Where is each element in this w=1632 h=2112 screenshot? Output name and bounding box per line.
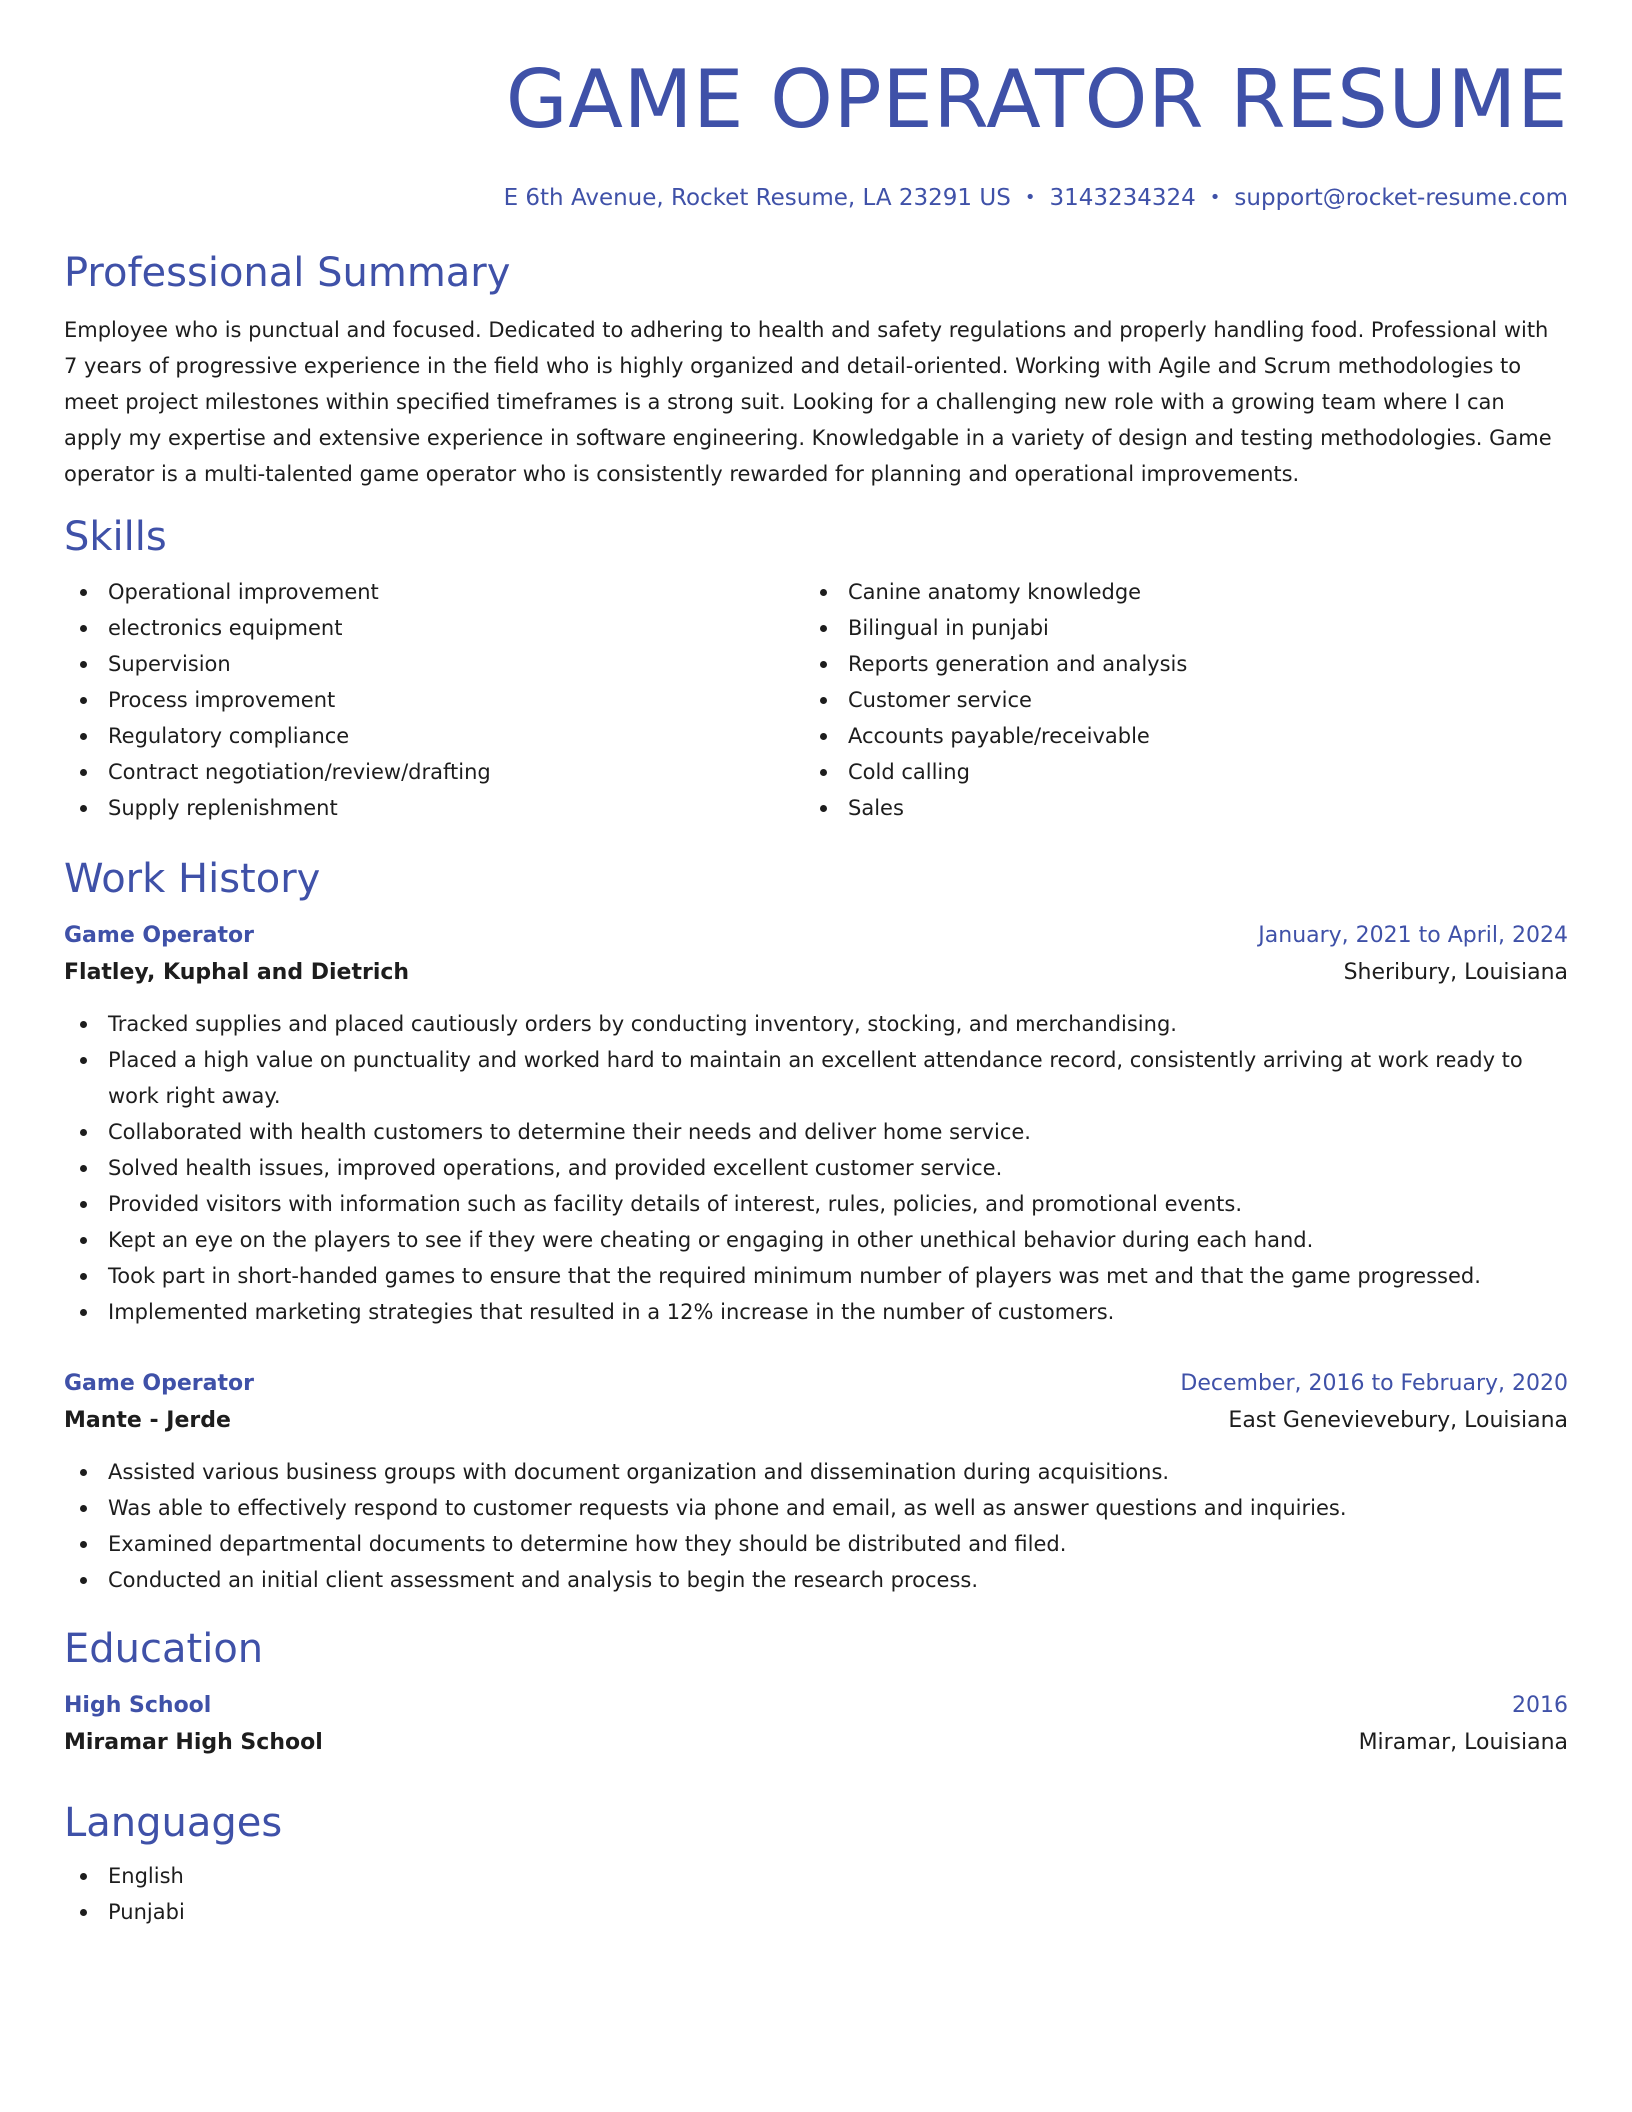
bullet-dot bbox=[80, 1469, 87, 1476]
job-bullet-text: Assisted various business groups with document organization and dissemination during acquisitions. bbox=[108, 1460, 1170, 1484]
resume-title: GAME OPERATOR RESUME bbox=[505, 53, 1568, 146]
job-bullet bbox=[64, 1490, 1568, 1526]
contact-separator: • bbox=[1024, 187, 1036, 208]
job-bullet-text: Was able to effectively respond to customer requests via phone and email, as well as answer questions and inquiries. bbox=[108, 1496, 1347, 1520]
education-degree: High School bbox=[64, 1693, 212, 1718]
work-history-list bbox=[64, 918, 1568, 1598]
skills-heading: Skills bbox=[64, 514, 167, 560]
skill-item bbox=[64, 610, 804, 646]
bullet-dot bbox=[80, 1021, 87, 1028]
bullet-dot bbox=[820, 661, 827, 668]
job-bullet bbox=[64, 1186, 1568, 1222]
skill-item bbox=[64, 646, 804, 682]
job-dates: December, 2016 to February, 2020 bbox=[1180, 1371, 1568, 1396]
skill-item bbox=[804, 718, 1544, 754]
job-bullet-text: Solved health issues, improved operations, and provided excellent customer service. bbox=[108, 1156, 1003, 1180]
work-history-heading: Work History bbox=[64, 856, 321, 902]
job-bullet bbox=[64, 1150, 1568, 1186]
bullet-dot bbox=[80, 661, 87, 668]
job-location: East Genevievebury, Louisiana bbox=[1228, 1408, 1568, 1433]
bullet-dot bbox=[820, 805, 827, 812]
skill-item bbox=[64, 754, 804, 790]
education-row-bottom bbox=[64, 1724, 1568, 1762]
language-item-text: English bbox=[108, 1864, 184, 1888]
skill-item bbox=[804, 574, 1544, 610]
skills-grid bbox=[64, 574, 1568, 826]
contact-email: support@rocket-resume.com bbox=[1234, 185, 1568, 211]
contact-address: E 6th Avenue, Rocket Resume, LA 23291 US bbox=[503, 185, 1011, 211]
job-bullet bbox=[64, 1114, 1568, 1150]
bullet-dot bbox=[820, 589, 827, 596]
job-bullet-text: Tracked supplies and placed cautiously orders by conducting inventory, stocking, and merchandising. bbox=[108, 1012, 1177, 1036]
skills-list-right bbox=[804, 574, 1544, 826]
skill-item-text: Bilingual in punjabi bbox=[848, 616, 1049, 640]
skill-item-text: Cold calling bbox=[848, 760, 970, 784]
summary-heading: Professional Summary bbox=[64, 250, 511, 296]
skill-item bbox=[64, 682, 804, 718]
job-entry bbox=[64, 918, 1568, 1330]
skills-list-left bbox=[64, 574, 804, 826]
job-bullet-text: Provided visitors with information such as facility details of interest, rules, policies, and promotional events. bbox=[108, 1192, 1242, 1216]
bullet-dot bbox=[820, 769, 827, 776]
contact-phone: 3143234324 bbox=[1049, 185, 1196, 211]
job-bullet bbox=[64, 1258, 1568, 1294]
bullet-dot bbox=[80, 1165, 87, 1172]
contact-separator: • bbox=[1209, 187, 1221, 208]
job-bullet bbox=[64, 1042, 1568, 1114]
language-item bbox=[64, 1894, 1568, 1930]
job-row-bottom bbox=[64, 1402, 1568, 1440]
job-bullets bbox=[64, 1454, 1568, 1598]
job-employer: Flatley, Kuphal and Dietrich bbox=[64, 960, 410, 985]
job-row-top bbox=[64, 918, 1568, 954]
job-bullet-text: Kept an eye on the players to see if they were cheating or engaging in other unethical behavior during each hand. bbox=[108, 1228, 1314, 1252]
job-bullet-text: Examined departmental documents to determine how they should be distributed and filed. bbox=[108, 1532, 1067, 1556]
skill-item bbox=[804, 610, 1544, 646]
bullet-dot bbox=[80, 1273, 87, 1280]
job-bullet-text: Implemented marketing strategies that resulted in a 12% increase in the number of customers. bbox=[108, 1300, 1115, 1324]
skill-item-text: Canine anatomy knowledge bbox=[848, 580, 1142, 604]
job-bullet bbox=[64, 1526, 1568, 1562]
job-title: Game Operator bbox=[64, 1371, 254, 1396]
skill-item-text: electronics equipment bbox=[108, 616, 343, 640]
job-bullet bbox=[64, 1222, 1568, 1258]
job-bullet bbox=[64, 1562, 1568, 1598]
job-title: Game Operator bbox=[64, 923, 254, 948]
skill-item-text: Operational improvement bbox=[108, 580, 379, 604]
bullet-dot bbox=[80, 1237, 87, 1244]
job-location: Sheribury, Louisiana bbox=[1343, 960, 1568, 985]
skill-item-text: Reports generation and analysis bbox=[848, 652, 1188, 676]
bullet-dot bbox=[80, 805, 87, 812]
job-dates: January, 2021 to April, 2024 bbox=[1258, 923, 1568, 948]
job-bullet bbox=[64, 1454, 1568, 1490]
skill-item bbox=[804, 646, 1544, 682]
skill-item bbox=[804, 790, 1544, 826]
job-bullets bbox=[64, 1006, 1568, 1330]
skill-item bbox=[64, 718, 804, 754]
job-row-bottom bbox=[64, 954, 1568, 992]
job-bullet-text: Collaborated with health customers to determine their needs and deliver home service. bbox=[108, 1120, 1031, 1144]
languages-heading: Languages bbox=[64, 1800, 283, 1846]
job-bullet-text: Conducted an initial client assessment and analysis to begin the research process. bbox=[108, 1568, 979, 1592]
bullet-dot bbox=[80, 697, 87, 704]
bullet-dot bbox=[80, 1577, 87, 1584]
bullet-dot bbox=[80, 1309, 87, 1316]
bullet-dot bbox=[80, 733, 87, 740]
skill-item-text: Supervision bbox=[108, 652, 231, 676]
skill-item bbox=[64, 574, 804, 610]
bullet-dot bbox=[820, 697, 827, 704]
education-location: Miramar, Louisiana bbox=[1358, 1730, 1568, 1755]
skill-item bbox=[64, 790, 804, 826]
skill-item-text: Accounts payable/receivable bbox=[848, 724, 1150, 748]
education-row-top bbox=[64, 1688, 1568, 1724]
bullet-dot bbox=[820, 733, 827, 740]
bullet-dot bbox=[80, 1129, 87, 1136]
bullet-dot bbox=[80, 769, 87, 776]
bullet-dot bbox=[80, 589, 87, 596]
language-item bbox=[64, 1858, 1568, 1894]
job-bullet-text: Took part in short-handed games to ensure that the required minimum number of players was met and that the game progressed. bbox=[108, 1264, 1481, 1288]
bullet-dot bbox=[80, 1201, 87, 1208]
job-row-top bbox=[64, 1366, 1568, 1402]
contact-line bbox=[64, 182, 1568, 214]
language-item-text: Punjabi bbox=[108, 1900, 185, 1924]
bullet-dot bbox=[80, 625, 87, 632]
skill-item-text: Supply replenishment bbox=[108, 796, 338, 820]
education-school: Miramar High School bbox=[64, 1730, 323, 1755]
bullet-dot bbox=[80, 1057, 87, 1064]
job-entry bbox=[64, 1366, 1568, 1598]
bullet-dot bbox=[80, 1909, 87, 1916]
education-entry bbox=[64, 1688, 1568, 1762]
bullet-dot bbox=[80, 1873, 87, 1880]
job-bullet bbox=[64, 1006, 1568, 1042]
bullet-dot bbox=[820, 625, 827, 632]
education-heading: Education bbox=[64, 1626, 264, 1672]
skill-item-text: Regulatory compliance bbox=[108, 724, 350, 748]
bullet-dot bbox=[80, 1541, 87, 1548]
skill-item-text: Sales bbox=[848, 796, 904, 820]
education-year: 2016 bbox=[1512, 1693, 1568, 1718]
skill-item bbox=[804, 682, 1544, 718]
bullet-dot bbox=[80, 1505, 87, 1512]
summary-text: Employee who is punctual and focused. Dedicated to adhering to health and safety regulations and properly handling food. Professional with 7 years of progressive experience in the field who is highly organized and detail-oriented. Working with Agile and Scrum methodologies to meet project milestones within specified timeframes is a strong suit. Looking for a challenging new role with a growing team where I can apply my expertise and extensive experience in software engineering. Knowledgable in a variety of design and testing methodologies. Game operator is a multi-talented game operator who is consistently rewarded for planning and operational improvements. bbox=[64, 318, 1552, 486]
languages-list bbox=[64, 1858, 1568, 1930]
job-bullet-text: Placed a high value on punctuality and worked hard to maintain an excellent attendance record, consistently arriving at work ready to work right away. bbox=[108, 1048, 1523, 1108]
skill-item-text: Customer service bbox=[848, 688, 1032, 712]
job-employer: Mante - Jerde bbox=[64, 1408, 231, 1433]
skill-item-text: Contract negotiation/review/drafting bbox=[108, 760, 491, 784]
skill-item bbox=[804, 754, 1544, 790]
job-bullet bbox=[64, 1294, 1568, 1330]
skill-item-text: Process improvement bbox=[108, 688, 336, 712]
